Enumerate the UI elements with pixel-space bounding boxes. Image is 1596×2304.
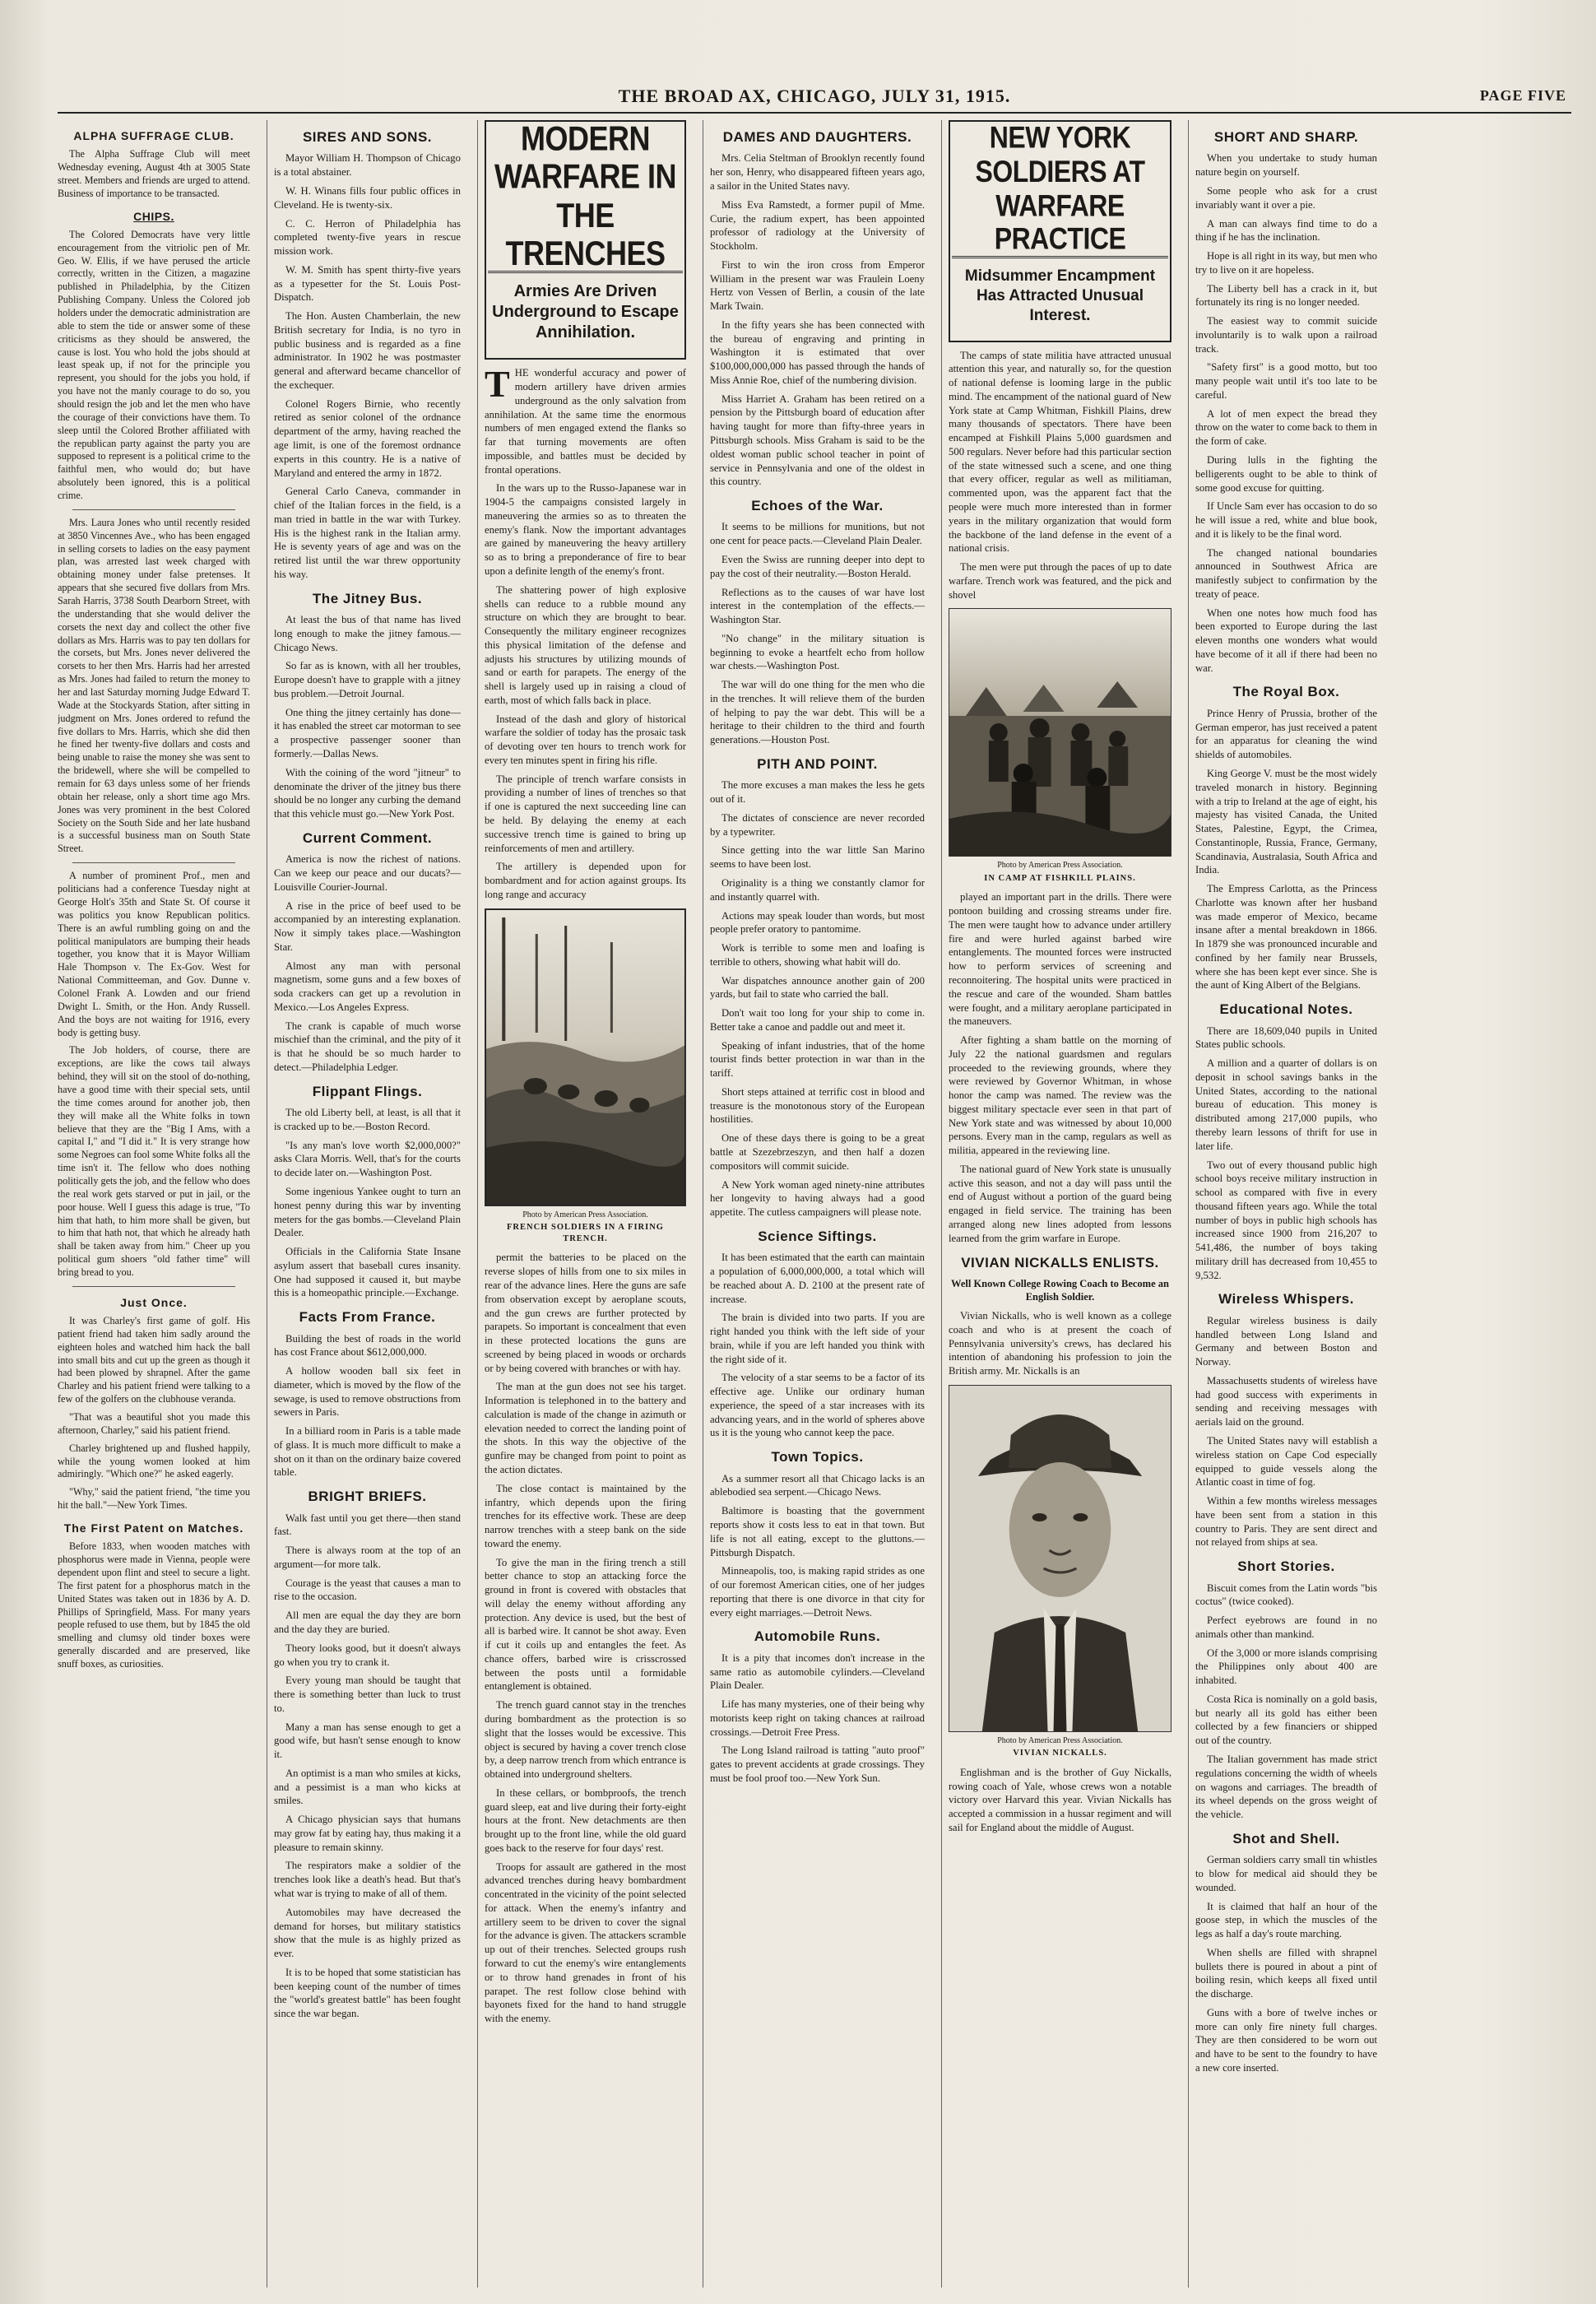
- paragraph: Many a man has sense enough to get a good wife, but hasn't sense enough to know it.: [274, 1721, 461, 1761]
- paragraph: Don't wait too long for your ship to come in. Better take a canoe and paddle out and meet it.: [710, 1007, 925, 1033]
- paragraph: Building the best of roads in the world has cost France about $612,000,000.: [274, 1332, 461, 1359]
- paragraph: All men are equal the day they are born and the day they are buried.: [274, 1610, 461, 1635]
- paragraph: To give the man in the firing trench a still better chance to stop an attacking force the ground in front is covered with obstacles that will delay the enemy without affording any protection. Any device is used, but the best of all is barbed wire. It cannot be shot away. Even if cut it coils up and entangles the feet. As chance offers, barbed wire is crisscrossed between the posts until a formidable entanglement is obtained.: [485, 1556, 686, 1693]
- paragraph: Instead of the dash and glory of historical warfare the soldier of today has the prosaic task of devoting over ten hours to trench work for every ten minutes spent in firing his rifle.: [485, 713, 686, 766]
- paragraph: played an important part in the drills. There were pontoon building and crossing streams under fire. The men were taught how to advance under artillery fire and were hurled against barbed wire entanglements. The mounted forces were instructed how to perform services of screening and reconnoitering. The hospital units were practiced in the rescue and care of the wounded. Sham battles were fought, and a military aeroplane participated in the maneuvers.: [949, 891, 1171, 1028]
- headline-royal-box: The Royal Box.: [1232, 684, 1340, 700]
- headline-automobile-runs: Automobile Runs.: [754, 1628, 881, 1645]
- paragraph: In a billiard room in Paris is a table made of glass. It is much more difficult to make a shot on it than on the ordinary baize covered table.: [274, 1425, 461, 1479]
- paragraph: In these cellars, or bombproofs, the trench guard sleep, eat and live during their forty-eight hours at the front. New detachments are then brought up to the front line, while the old guard goes back to the reserve for four days' rest.: [485, 1786, 686, 1854]
- paragraph: Some people who ask for a crust invariably want it over a pie.: [1195, 184, 1377, 211]
- paragraph: Some ingenious Yankee ought to turn an honest penny during this war by inventing meters for the gas bombs.—Cleveland Plain Dealer.: [274, 1185, 461, 1239]
- headline-bright-briefs: BRIGHT BRIEFS.: [308, 1489, 427, 1505]
- column-3: [477, 120, 691, 2288]
- paragraph: "No change" in the military situation is beginning to evoke a heartfelt echo from hollow war chests.—Washington Post.: [710, 632, 925, 672]
- paragraph: Vivian Nickalls, who is well known as a college coach and who is at present the coach of Pennsylvania university's crews, has declared his intention of abandoning his profession to join the British army. Mr. Nickalls is an: [949, 1309, 1171, 1377]
- paragraph: The camps of state militia have attracted unusual attention this year, and naturally so, for the question of national defense is looming large in the public mind. The encampment of the national guard of New York state at Camp Whitman, Fishkill Plains, drew many thousands of spectators. There have been encamped at Fishkill Plains 5,000 guardsmen and 500 regulars. Never before had this particular section of the state witnessed such a scene, and one thing that every officer, regular as well as militiaman, commented upon, was the apparent fact that the people were much more interested than in former years in the military organization that would form the backbone of the land defense in the event of a national crisis.: [949, 349, 1171, 555]
- paragraph: Even the Swiss are running deeper into dept to pay the cost of their neutrality.—Boston Herald.: [710, 554, 925, 579]
- lead-text: HE wonderful accuracy and power of modern artillery have driven armies underground as the only salvation from annihilation. At the same time the enormous numbers of men engaged extend the flanks so far that turning movements are often impossible, and battles must be decided by frontal operations.: [485, 367, 686, 476]
- paragraph: The close contact is maintained by the infantry, which depends upon the firing trenches for its effective work. These are deep narrow trenches with a steep bank on the side toward the enemy.: [485, 1482, 686, 1549]
- paragraph: C. C. Herron of Philadelphia has completed twenty-five years in rescue mission work.: [274, 217, 461, 258]
- divider: [72, 509, 235, 510]
- paragraph: With the coining of the word "jitneur" to denominate the driver of the jitney bus there should be no longer any curbing the demand that this vehicle must go.—New York Post.: [274, 766, 461, 820]
- subhead-armies-underground: Armies Are Driven Underground to Escape Annihilation.: [492, 282, 679, 342]
- paragraph: It was Charley's first game of golf. His patient friend had taken him sadly around the eighteen holes and watched him hack the ball into small bits and cut up the green as though it had been plowed by shrapnel. After the game Charley and his patient friend were talking to a few of the golfers on the clubhouse veranda.: [58, 1315, 250, 1405]
- columns: [58, 120, 1571, 2288]
- paragraph: The old Liberty bell, at least, is all that it is cracked up to be.—Boston Record.: [274, 1107, 461, 1132]
- masthead: [58, 82, 1571, 114]
- paragraph: "Is any man's love worth $2,000,000?" asks Clara Morris. Well, that's for the courts to decide later on.—Washington Post.: [274, 1139, 461, 1179]
- headline-vivian-nickalls: VIVIAN NICKALLS ENLISTS.: [961, 1254, 1159, 1270]
- paragraph: The principle of trench warfare consists in providing a number of lines of trenches so that if one is captured the next succeeding line can be held. By delaying the enemy at each successive trench time is gained to bring up reinforcements of men and artillery.: [485, 773, 686, 854]
- nickalls-portrait-image: [949, 1386, 1171, 1731]
- paragraph: So far as is known, with all her troubles, Europe doesn't have to grapple with a jitney bus problem.—Detroit Journal.: [274, 660, 461, 699]
- paragraph: The Hon. Austen Chamberlain, the new British secretary for India, is no tyro in public business and is regarded as a fine administrator. In 1902 he was postmaster general and afterward became chancellor of the exchequer.: [274, 310, 461, 391]
- paragraph: The dictates of conscience are never recorded by a typewriter.: [710, 811, 925, 838]
- paragraph: The velocity of a star seems to be a factor of its effective age. Unlike our ordinary human experience, the speed of a star increases with its advancing years, and in the world of spheres above us it is the young who cannot keep the pace.: [710, 1372, 925, 1439]
- paragraph: Courage is the yeast that causes a man to rise to the occasion.: [274, 1577, 461, 1603]
- paragraph: Life has many mysteries, one of their being why motorists keep right on taking chances at railroad crossings.—Detroit Free Press.: [710, 1698, 925, 1738]
- paragraph: Miss Eva Ramstedt, a former pupil of Mme. Curie, the radium expert, has been appointed professor of radiology at the University of Stockholm.: [710, 198, 925, 253]
- paragraph: The crank is capable of much worse mischief than the criminal, and the pity of it is that he should be so much harder to detect.—Philadelphia Ledger.: [274, 1020, 461, 1073]
- column-6: [1188, 120, 1382, 2288]
- paragraph: Officials in the California State Insane asylum assert that baseball cures insanity. One had supposed it caused it, but maybe this is a homeopathic principle.—Exchange.: [274, 1246, 461, 1299]
- paragraph: German soldiers carry small tin whistles to blow for medical aid should they be wounded.: [1195, 1854, 1377, 1893]
- paragraph: The Empress Carlotta, as the Princess Charlotte was known after her husband was made emperor of Mexico, became insane after a mental breakdown in 1866. In 1879 she was pronounced incurable and confined by her family near Brussels, where she has been kept ever since. She is the aunt of King Albert of the Belgians.: [1195, 883, 1377, 992]
- paragraph: Automobiles may have decreased the demand for horses, but military statistics show that the mule is as highly prized as ever.: [274, 1906, 461, 1960]
- camp-photo-image: [949, 609, 1171, 856]
- paragraph: W. H. Winans fills four public offices in Cleveland. He is twenty-six.: [274, 184, 461, 211]
- paragraph: It is claimed that half an hour of the goose step, in which the muscles of the legs as half a day's route marching.: [1195, 1900, 1377, 1940]
- paragraph: The brain is divided into two parts. If you are right handed you think with the left side of your brain, while if you are left handed you think with the right side of it.: [710, 1312, 925, 1365]
- paragraph: If Uncle Sam ever has occasion to do so he will issue a red, white and blue book, and it is likely to be the final word.: [1195, 500, 1377, 540]
- paragraph: Since getting into the war little San Marino seems to have been lost.: [710, 844, 925, 871]
- paragraph: Originality is a thing we constantly clamor for and instantly quarrel with.: [710, 877, 925, 903]
- paragraph: A New York woman aged ninety-nine attributes her longevity to having always had a good appetite. The cutless campaigners will please note.: [710, 1178, 925, 1219]
- paragraph: The Italian government has made strict regulations concerning the width of wheels on wagons and carriages. The breadth of its wheel depends on the gross weight of the vehicle.: [1195, 1753, 1377, 1821]
- paragraph: The war will do one thing for the men who die in the trenches. It will relieve them of the burden of helping to pay the war debt. This will be a heritage to their children to the third and fourth generations.—Houston Post.: [710, 679, 925, 746]
- paragraph: Reflections as to the causes of war have lost interest in the contemplation of the effects.—Washington Star.: [710, 586, 925, 626]
- paragraph: A hollow wooden ball six feet in diameter, which is moved by the flow of the sewage, is used to remove obstructions from sewers in Paris.: [274, 1365, 461, 1419]
- paragraph: America is now the richest of nations. Can we keep our peace and our ducats?—Louisville Courier-Journal.: [274, 853, 461, 893]
- headline-facts-from-france: Facts From France.: [299, 1309, 436, 1326]
- paragraph: Mayor William H. Thompson of Chicago is a total abstainer.: [274, 152, 461, 179]
- paragraph: The man at the gun does not see his target. Information is telephoned in to the battery and calculation is made of the change in azimuth or elevation needed to correct the landing point of the shots. In this way the objective of the gunfire may be changed from point to point as the action dictates.: [485, 1381, 686, 1475]
- paragraph: A Chicago physician says that humans may grow fat by eating hay, thus making it a pleasure to remain skinny.: [274, 1814, 461, 1853]
- paragraph: The trench guard cannot stay in the trenches during bombardment as the protection is so slight that the losses would be excessive. This object is secured by having a cover trench close by, a deep narrow trench from which entrance is obtained into underground shelters.: [485, 1699, 686, 1781]
- paragraph: Actions may speak louder than words, but most people prefer oratory to pantomime.: [710, 909, 925, 936]
- paragraph: Miss Harriet A. Graham has been retired on a pension by the Pittsburgh board of education after having taught for more than fifty-three years in Pittsburgh schools. Miss Graham is said to be the oldest woman public school teacher in point of service in Pennsylvania and one of the oldest in this country.: [710, 393, 925, 488]
- subhead-midsummer-encampment: Midsummer Encampment Has Attracted Unusual Interest.: [964, 267, 1156, 324]
- paragraph: Perfect eyebrows are found in no animals other than mankind.: [1195, 1614, 1377, 1640]
- headline-chips: CHIPS.: [133, 209, 174, 223]
- trench-photo: [485, 908, 686, 1206]
- paragraph: The men were put through the paces of up to date warfare. Trench work was featured, and the pick and shovel: [949, 561, 1171, 601]
- paragraph: When one notes how much food has been exported to Europe during the last eleven months one wonders what would have become of it all if there had been no war.: [1195, 606, 1377, 674]
- paragraph: General Carlo Caneva, commander in chief of the Italian forces in the field, is a man tried in battle in the war with Turkey. His is the highest rank in the Italian army. He is seventy years of age and was on the retired list until the war threw opportunity his way.: [274, 485, 461, 580]
- paragraph: There is always room at the top of an argument—for more talk.: [274, 1545, 461, 1570]
- paragraph: The Long Island railroad is tatting "auto proof" gates to prevent accidents at grade crossings. They must be fool proof too.—New York Sun.: [710, 1744, 925, 1784]
- paragraph: Of the 3,000 or more islands comprising the Philippines only about 400 are inhabited.: [1195, 1647, 1377, 1687]
- paragraph: The more excuses a man makes the less he gets out of it.: [710, 779, 925, 806]
- paragraph: Speaking of infant industries, that of the home tourist finds better protection in war than in the tariff.: [710, 1039, 925, 1080]
- paragraph: A lot of men expect the bread they throw on the water to come back to them in the form of cake.: [1195, 407, 1377, 448]
- paragraph: Minneapolis, too, is making rapid strides as one of our foremost American cities, one of her judges reporting that there is one divorce in that city for every eight marriages.—Detroit News.: [710, 1565, 925, 1619]
- paragraph: The changed national boundaries announced in Southwest Africa are manifestly subject to confirmation by the treaty of peace.: [1195, 546, 1377, 600]
- paragraph: There are 18,609,040 pupils in United States public schools.: [1195, 1024, 1377, 1051]
- photo-credit: Photo by American Press Association.: [522, 1210, 648, 1219]
- paragraph: The respirators make a soldier of the trenches look like a death's head. But that's what war is trying to make of all of them.: [274, 1860, 461, 1900]
- paragraph: A man can always find time to do a thing if he has the inclination.: [1195, 217, 1377, 244]
- headline-town-topics: Town Topics.: [771, 1449, 864, 1466]
- paragraph: After fighting a sham battle on the morning of July 22 the national guardsmen and regulars proceeded to the reviewing grounds, where they were reviewed by Governor Whitman, in whose honor the camp was named. The review was the biggest military spectacle ever seen in that part of New York state and was witnessed by about 10,000 persons. Every man in the camp, regulars as well as militia, appeared in the reviewing line.: [949, 1034, 1171, 1157]
- paragraph: Theory looks good, but it doesn't always go when you try to crank it.: [274, 1642, 461, 1668]
- paragraph: Guns with a bore of twelve inches or more can only fire ninety full charges. They are then considered to be worn out and have to be sent to the foundry to have a new core inserted.: [1195, 2006, 1377, 2074]
- column-5: [941, 120, 1176, 2288]
- paragraph: "That was a beautiful shot you made this afternoon, Charley," said his patient friend.: [58, 1411, 250, 1436]
- headline-modern-warfare: MODERN WARFARE IN THE TRENCHES: [494, 120, 676, 272]
- column-2: [267, 120, 466, 2288]
- paragraph: Baltimore is boasting that the government reports show it costs less to eat in that town. But life is not all eating, except to the gluttons.—Pittsburgh Dispatch.: [710, 1505, 925, 1558]
- paragraph: "Safety first" is a good motto, but too many people wait until it's too late to be careful.: [1195, 361, 1377, 401]
- paragraph: The shattering power of high explosive shells can reduce to a rubble mound any structure on which they are brought to bear. Consequently the military engineer recognizes this physical limitation of the defense and adjusts his structures by utilizing mounds of sand or earth for parapets. The energy of the shell is largely used up in raising a cloud of earth, most of which falls back in place.: [485, 583, 686, 706]
- paragraph: The Liberty bell has a crack in it, but fortunately its ring is no longer needed.: [1195, 282, 1377, 309]
- headline-box: [485, 120, 686, 360]
- paragraph: Massachusetts students of wireless have had good success with experiments in sending and receiving messages with aerials laid on the ground.: [1195, 1374, 1377, 1428]
- headline-first-patent: The First Patent on Matches.: [63, 1521, 244, 1535]
- headline-new-york-soldiers: NEW YORK SOLDIERS AT WARFARE PRACTICE: [975, 120, 1145, 257]
- divider: [72, 862, 235, 863]
- headline-alpha-suffrage: ALPHA SUFFRAGE CLUB.: [73, 129, 234, 142]
- paragraph: Short steps attained at terrific cost in blood and treasure is the monotonous story of the European hostilities.: [710, 1085, 925, 1126]
- column-4: [703, 120, 930, 2288]
- paragraph: "Why," said the patient friend, "the time you hit the ball."—New York Times.: [58, 1486, 250, 1512]
- headline-box: [949, 120, 1171, 342]
- paragraph: It is to be hoped that some statistician has been keeping count of the number of times the "world's greatest battle" has been fought since the war began.: [274, 1966, 461, 2020]
- paragraph: In the fifty years she has been connected with the bureau of engraving and printing in Washington it is estimated that over $100,000,000,000 has passed through the hands of Miss Annie Roe, chief of the numbering division.: [710, 318, 925, 386]
- headline-short-stories: Short Stories.: [1237, 1558, 1335, 1575]
- paragraph: W. M. Smith has spent thirty-five years as a typesetter for the St. Louis Post-Dispatch.: [274, 263, 461, 304]
- headline-sires-and-sons: SIRES AND SONS.: [302, 129, 433, 145]
- lead-paragraph: [485, 363, 686, 476]
- headline-wireless-whispers: Wireless Whispers.: [1218, 1291, 1354, 1308]
- drop-cap: T: [485, 363, 510, 406]
- paragraph: It seems to be millions for munitions, but not one cent for peace pacts.—Cleveland Plain Dealer.: [710, 521, 925, 547]
- masthead-title: THE BROAD AX, CHICAGO, JULY 31, 1915.: [618, 86, 1011, 106]
- paragraph: Hope is all right in its way, but men who try to live on it are hopeless.: [1195, 250, 1377, 276]
- paragraph: When you undertake to study human nature begin on yourself.: [1195, 152, 1377, 179]
- paragraph: The easiest way to commit suicide involuntarily is to walk upon a railroad track.: [1195, 315, 1377, 355]
- paragraph: When shells are filled with shrapnel bullets there is poured in about a pint of boiling resin, which keeps all fixed until the discharge.: [1195, 1946, 1377, 2000]
- paragraph: An optimist is a man who smiles at kicks, and a pessimist is a man who kicks at smiles.: [274, 1767, 461, 1807]
- photo-caption: FRENCH SOLDIERS IN A FIRING TRENCH.: [507, 1222, 664, 1243]
- paragraph: A million and a quarter of dollars is on deposit in school savings banks in the United States, according to the national bureau of education. This money is distributed among 217,000 pupils, who thereby learn lessons of thrift for use in later life.: [1195, 1057, 1377, 1152]
- paragraph: Two out of every thousand public high school boys receive military instruction in school as compared with five in every thousand fifteen years ago. While the total number of boys in public high schools has increased since 1900 from 216,207 to 541,486, the number of boys taking military drill has decreased from 10,455 to 9,532.: [1195, 1159, 1377, 1281]
- headline-educational-notes: Educational Notes.: [1219, 1001, 1353, 1018]
- paragraph: The national guard of New York state is unusually active this season, and not a day will pass until the end of August without a portion of the guard being engaged in field service. The training has been arranged along new lines adopted from lessons learned from the grim warfare in Europe.: [949, 1163, 1171, 1244]
- trench-photo-image: [485, 909, 685, 1205]
- paragraph: Mrs. Celia Steltman of Brooklyn recently found her son, Henry, who disappeared fifteen years ago, a sailor in the United States navy.: [710, 152, 925, 192]
- paragraph: Englishman and is the brother of Guy Nickalls, rowing coach of Yale, whose crews won a notable victory over Harvard this year. Vivian Nickalls has accepted a commission in a hussar regiment and will sail for England about the middle of August.: [949, 1766, 1171, 1833]
- headline-echoes-of-war: Echoes of the War.: [751, 498, 884, 514]
- headline-current-comment: Current Comment.: [302, 829, 433, 846]
- headline-pith-and-point: PITH AND POINT.: [757, 755, 878, 772]
- paragraph: One of these days there is going to be a great battle at Szezebrzeszyn, and then half a dozen compositors will commit suicide.: [710, 1132, 925, 1172]
- paragraph: The Alpha Suffrage Club will meet Wednesday evening, August 4th at 3005 State street. Members and friends are urged to attend. Business of importance to be transacted.: [58, 148, 250, 199]
- paragraph: War dispatches announce another gain of 200 yards, but fail to state who carried the ball.: [710, 974, 925, 1001]
- paragraph: Charley brightened up and flushed happily, while the young women looked at him admiringly. "Which one?" he asked eagerly.: [58, 1442, 250, 1480]
- photo-credit: Photo by American Press Association.: [997, 1735, 1123, 1745]
- paragraph: Within a few months wireless messages have been sent from a station in this country to Paris. They are sent direct and not relayed from ships at sea.: [1195, 1495, 1377, 1549]
- headline-dames-daughters: DAMES AND DAUGHTERS.: [722, 129, 912, 145]
- paragraph: In the wars up to the Russo-Japanese war in 1904-5 the campaigns consisted largely in maneuvering the armies so as to threaten the enemy's flank. Now the important advantages are gained by maneuvering the heavy artillery so as to bring a preponderance of fire to bear upon a definite length of the enemy's front.: [485, 482, 686, 577]
- photo-caption: VIVIAN NICKALLS.: [1013, 1748, 1107, 1758]
- paragraph: At least the bus of that name has lived long enough to make the jitney famous.—Chicago News.: [274, 614, 461, 653]
- paragraph: King George V. must be the most widely traveled monarch in history. Beginning with a trip to Ireland at the age of eight, his majesty has visited Canada, the United States, Palestine, Egypt, the Crimea, Constantinople, Russia, France, Germany, Scandinavia, Australasia, South Africa and India.: [1195, 767, 1377, 876]
- divider: [72, 1286, 235, 1287]
- paragraph: permit the batteries to be placed on the reverse slopes of hills from one to six miles in rear of the advance lines. Here the guns are safe from observation except by aeroplane scouts, and the gun crews are further protected by parapets. So important is concealment that even in these protected locations the guns are screened by being placed in woods or orchards or by being covered with branches or with hay.: [485, 1252, 686, 1374]
- paragraph: Costa Rica is nominally on a gold basis, but nearly all its gold has either been collected by a few financiers or shipped out of the country.: [1195, 1693, 1377, 1747]
- paragraph: Regular wireless business is daily handled between Long Island and Germany and between Boston and Norway.: [1195, 1314, 1377, 1368]
- paragraph: Troops for assault are gathered in the most advanced trenches during heavy bombardment concentrated in the vicinity of the point selected for attack. When the enemy's infantry and artillery seem to be driven to cover the signal for the advance is given. The attackers scramble up out of their trenches. Selected groups rush forward to cut the enemy's wire entanglements or to throw hand grenades in front of his parapet. The rest follow close behind with bayonets fixed for the hand to hand struggle with the enemy.: [485, 1860, 686, 2025]
- paragraph: Before 1833, when wooden matches with phosphorus were made in Vienna, people were dependent upon flint and steel to secure a light. The first patent for a phosphorus match in the United States was taken out in 1836 by A. D. Phillips of Springfield, Mass. For many years people refused to use them, but by 1845 the old smelling and clumsy old tinder boxes were generally discarded and are preserved, like snuff boxes, as curiosities.: [58, 1540, 250, 1670]
- paragraph: Prince Henry of Prussia, brother of the German emperor, has just received a patent for an apparatus for cleaning the wind shields of automobiles.: [1195, 707, 1377, 761]
- paragraph: The United States navy will establish a wireless station on Cape Cod especially equipped to guide vessels along the Atlantic coast in time of fog.: [1195, 1435, 1377, 1489]
- headline-shot-and-shell: Shot and Shell.: [1232, 1830, 1340, 1846]
- paragraph: A number of prominent Prof., men and politicians had a conference Tuesday night at George Holt's 35th and State St. Of course it was politics you know Republican politics. There is an awful rumbling going on and the political manipulators are bumping their heads together, you know that it is Mayor William Hale Thompson v. The Ex-Gov. West for National Committeeman, and Gov. Dunne v. Colonel Frank A. Lowden and our friend Dwight L. Smith, or the Hon. Andy Russell. And the boys are not waiting for 1916, every body is getting busy.: [58, 870, 250, 1038]
- paragraph: The Colored Democrats have very little encouragement from the vitriolic pen of Mr. Geo. W. Ellis, if we have perused the article correctly, written in the Citizen, a magazine published in Philadelphia, by the Citizen Publishing Company. Unless the Colored job holders under the democratic administration are able to stem the tide or answer some of these criticisms as they should be answered, the cause is lost. You who hold the jobs should at least speak up, if not for the principle you represent, you should for the jobs you hold, if you have not the manly courage to do so, you should resign the job and let the men who have the courage of their convictions have them. To sleep until the Colored Brother affiliated with the republican party against the party you are supposed to represent is a political crime to the faithful men, who would do; but have absolutely been ignored, this is a political crime.: [58, 228, 250, 501]
- paragraph: Colonel Rogers Birnie, who recently retired as senior colonel of the ordnance department of the army, having reached the age limit, is one of the foremost ordnance experts in this country. He is a native of Maryland and entered the army in 1872.: [274, 397, 461, 479]
- page-margin: [1394, 120, 1583, 2288]
- paragraph: A rise in the price of beef used to be accompanied by an interesting explanation. Now it simply takes place.—Washington Star.: [274, 899, 461, 953]
- paragraph: Every young man should be taught that there is something better than luck to trust to.: [274, 1675, 461, 1714]
- photo-caption: IN CAMP AT FISHKILL PLAINS.: [984, 873, 1136, 883]
- page-number: PAGE FIVE: [1479, 87, 1566, 104]
- column-1: [58, 120, 255, 2288]
- paragraph: It is a pity that incomes don't increase in the same ratio as automobile cylinders.—Cleveland Plain Dealer.: [710, 1651, 925, 1692]
- paragraph: Work is terrible to some men and loafing is terrible to others, showing what habit will do.: [710, 942, 925, 968]
- paragraph: The artillery is depended upon for bombardment and for action against groups. Its long range and accuracy: [485, 861, 686, 900]
- paragraph: During lulls in the fighting the belligerents ought to be able to think of some good excuse for quitting.: [1195, 453, 1377, 494]
- paragraph: Mrs. Laura Jones who until recently resided at 3850 Vincennes Ave., who has been engaged in selling corsets to ladies on the easy payment plan, was arrested last week charged with obtaining money under false pretenses. It appears that she secured five dollars from Mrs. Sarah Harris, 3738 South Dearborn Street, with the understanding that she would deliver the corsets the next day and collect the other five dollars as Mrs. Harris was to pay ten dollars for the corsets, but Mrs. Jones never delivered the corsets to her then Mrs. Harris had her arrested as Mrs. Jones had failed to return the money to her and last Saturday morning Judge Edward T. Wade at the Stockyards Station, after sitting in judgment on Mrs. Jones ordered to refund the five dollars to Mrs. Harris, which she did then he fined her twenty-five dollars and costs and being unable to raise the money she was sent to the bridewell, where she will be compelled to remain for 63 days unless some of her friends obtain her release, only a short time ago Mrs. Jones was very prominent in the best Colored Society on the South Side and her late husband is a successful business man on South State Street.: [58, 516, 250, 855]
- camp-photo: [949, 608, 1171, 857]
- headline-short-and-sharp: SHORT AND SHARP.: [1213, 129, 1359, 145]
- paragraph: The Job holders, of course, there are exceptions, are like the cows tail always behind, they will sit on the stool of do-nothing, have a good time with their special sets, until the time comes around for another job, then they will make all the White folks in town believe that they are the "Big I Ams, with a capital I," and "I did it." It is very strange how some Negroes can fool some White folks all the time isn't it. The fellow who does nothing politically gets the job, and the fellow who does the real work gets starved or put in jail, or the poor house. Well I guess this adage is true, "To him that hath, to him more shall be given, but to him that hath not, that which he already hath shall be taken away from him." Cheer up you political gum shoers "old father time" will bring bread to you.: [58, 1044, 250, 1278]
- headline-just-once: Just Once.: [120, 1295, 188, 1309]
- byline: Well Known College Rowing Coach to Become an English Soldier.: [951, 1277, 1169, 1303]
- headline-science-siftings: Science Siftings.: [758, 1228, 877, 1244]
- nickalls-portrait: [949, 1385, 1171, 1732]
- paragraph: Biscuit comes from the Latin words "bis coctus" (twice cooked).: [1195, 1582, 1377, 1608]
- paragraph: It has been estimated that the earth can maintain a population of 6,000,000,000, a total which will be reached about A. D. 2100 at the present rate of increase.: [710, 1252, 925, 1305]
- headline-jitney-bus: The Jitney Bus.: [312, 590, 423, 606]
- paragraph: As a summer resort all that Chicago lacks is an ablebodied sea serpent.—Chicago News.: [710, 1472, 925, 1498]
- paragraph: Walk fast until you get there—then stand fast.: [274, 1512, 461, 1538]
- paragraph: One thing the jitney certainly has done—it has enabled the street car motorman to see a prospective passenger sooner than formerly.—Dallas News.: [274, 706, 461, 759]
- paragraph: Almost any man with personal magnetism, some guns and a few boxes of soda crackers can get up a revolution in Mexico.—Los Angeles Express.: [274, 959, 461, 1013]
- headline-flippant-flings: Flippant Flings.: [312, 1083, 423, 1099]
- paragraph: First to win the iron cross from Emperor William in the present war was Fraulein Loeny Hertz von Vessen of Berlin, a cousin of the late Mark Twain.: [710, 258, 925, 313]
- photo-credit: Photo by American Press Association.: [997, 861, 1123, 871]
